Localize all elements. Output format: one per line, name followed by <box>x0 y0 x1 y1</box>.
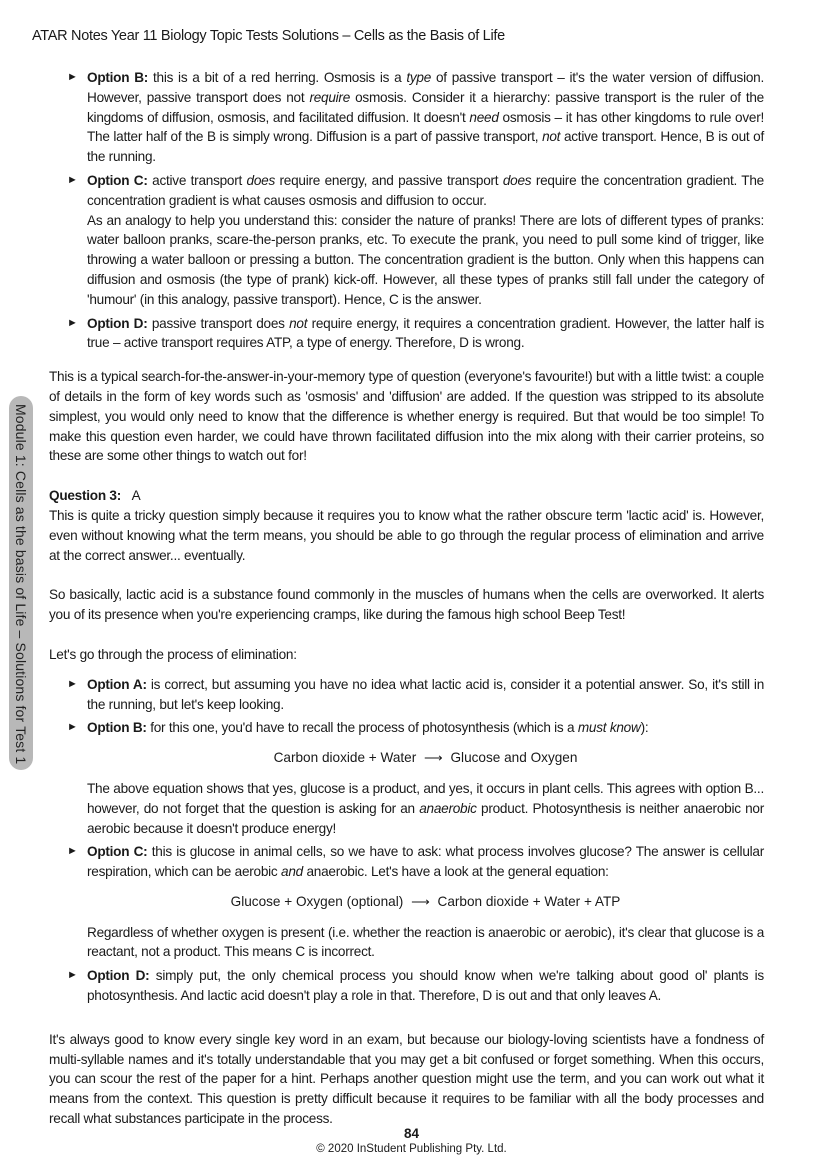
q3-option-a: ► Option A: is correct, but assuming you have no idea what lactic acid is, consider it a potential answer. So, it's still in the running, but let's keep looking. <box>67 676 764 712</box>
q2-option-b: ► Option B: this is a bit of a red herring. Osmosis is a type of passive transport – it's the water version of diffusion. However, passive transport does not require osmosis. Consider it a hierarchy: passive transport is the ruler of the kingdoms of diffusion, osmosis, and facilitated diffusion. It doesn't need osmosis – it has other kingdoms to rule over! The latter half of the B is simply wrong. Diffusion is a part of passive transport, not active transport. Hence, B is out of the running. <box>67 70 764 165</box>
respiration-explanation: Regardless of whether oxygen is present (i.e. whether the reaction is anaerobic or aerobic), it's clear that glucose is a reactant, not a product. This means C is incorrect. <box>87 924 764 960</box>
question-3-answer: A <box>131 488 141 504</box>
option-label: Option D: <box>87 315 148 331</box>
page-number: 84 <box>403 1126 420 1141</box>
photosynthesis-explanation: The above equation shows that yes, glucose is a product, and yes, it occurs in plant cells. This agrees with option B... however, do not forget that the question is asking for an anaerobic product. Photosynthesis is neither anaerobic nor aerobic because it doesn't produce energy! <box>87 780 765 836</box>
bullet-triangle-icon: ► <box>67 173 78 186</box>
prank-analogy: As an analogy to help you understand this: consider the nature of pranks! There are lots of different types of pranks: water balloon pranks, scare-the-person pranks, etc. To execute the prank, you need to pull some kind of trigger, like throwing a water balloon or pressing a button. The concentration gradient is the button. Only when this happens can diffusion and osmosis (the type of prank) kick-off. However, all these types of pranks still fall under the category of 'humour' (in this analogy, passive transport). Hence, C is the answer. <box>87 212 764 307</box>
module-side-tab <box>9 396 33 770</box>
q3-lead-in: Let's go through the process of elimination: <box>49 646 297 662</box>
running-header: ATAR Notes Year 11 Biology Topic Tests Solutions – Cells as the Basis of Life <box>32 28 505 44</box>
reaction-arrow-icon: ⟶ <box>411 893 430 909</box>
q2-summary-paragraph: This is a typical search-for-the-answer-in-your-memory type of question (everyone's favourite!) but with a little twist: a couple of details in the form of key words such as 'osmosis' and 'diffusion' are added. If the question was stripped to its absolute simplest, you would only need to know that the difference is whether energy is required. But that would be too simple! To make this question even harder, we could have thrown facilitated diffusion into the mix along with their carrier proteins, so these are some other things to watch out for! <box>49 369 764 464</box>
option-label: Option B: <box>87 70 149 85</box>
option-label: Option C: <box>87 172 148 188</box>
q2-option-d: ► Option D: passive transport does not require energy, it requires a concentration gradient. However, the latter half is true – active transport requires ATP, a type of energy. Therefore, D is wrong. <box>67 315 764 351</box>
q3-option-d: ► Option D: simply put, the only chemical process you should know when we're talking about good ol' plants is photosynthesis. And lactic acid doesn't play a role in that. Therefore, D is out and that only leaves A. <box>67 968 764 1004</box>
q3-option-c: ► Option C: this is glucose in animal cells, so we have to ask: what process involves glucose? The answer is cellular respiration, which can be aerobic and anaerobic. Let's have a look at the general equation: Glucose + Oxygen (optional) ⟶ Carbon dioxide + Water + ATP Regardless of whether oxygen is present (i.e. whether the reaction is anaerobic or aerobic), it's clear that glucose is a reactant, not a product. This means C is incorrect. <box>49 842 764 962</box>
q3-intro-paragraph: This is quite a tricky question simply because it requires you to know what the rather obscure term 'lactic acid' is. However, even without knowing what the term means, you should be able to go through the regular process of elimination and arrive at the correct answer... eventually. <box>49 507 764 563</box>
reaction-arrow-icon: ⟶ <box>424 750 443 766</box>
page-content <box>49 68 764 1129</box>
q3-lactic-paragraph: So basically, lactic acid is a substance found commonly in the muscles of humans when the cells are overworked. It alerts you of its presence when you're experiencing cramps, like during the famous high school Beep Test! <box>49 587 764 623</box>
bullet-triangle-icon: ► <box>67 71 78 83</box>
bullet-triangle-icon: ► <box>67 316 78 329</box>
bullet-triangle-icon: ► <box>67 969 78 982</box>
copyright-notice: © 2020 InStudent Publishing Pty. Ltd. <box>316 1143 507 1155</box>
q2-options-list <box>49 68 764 353</box>
photosynthesis-equation: Carbon dioxide + Water ⟶ Glucose and Oxygen <box>87 748 764 768</box>
module-side-tab-label: Module 1: Cells as the basis of Life – Solutions for Test 1 <box>13 404 29 765</box>
bullet-triangle-icon: ► <box>67 845 78 858</box>
bullet-triangle-icon: ► <box>67 677 78 690</box>
bullet-triangle-icon: ► <box>67 721 78 734</box>
q3-options-list <box>49 675 764 1006</box>
q3-closing-paragraph: It's always good to know every single key word in an exam, but because our biology-loving scientists have a fondness of multi-syllable names and it's totally understandable that you may get a bit confused or forget something. When this occurs, you can scour the rest of the paper for a hint. Perhaps another question might use the term, and you can work out what it means from the context. This question is pretty difficult because it requires to be familiar with all the body processes and recall what substances participate in the process. <box>49 1031 764 1127</box>
respiration-equation: Glucose + Oxygen (optional) ⟶ Carbon dioxide + Water + ATP <box>87 892 764 912</box>
q3-option-b: ► Option B: for this one, you'd have to recall the process of photosynthesis (which is a must know): Carbon dioxide + Water ⟶ Glucose and Oxygen The above equation shows that yes, glucose is a product, and yes, it occurs in plant cells. This agrees with option B... however, do not forget that the question is asking for an anaerobic product. Photosynthesis is neither anaerobic nor aerobic because it doesn't produce energy! <box>49 718 764 838</box>
question-3-heading: Question 3: A <box>49 488 141 504</box>
q2-option-c: ► Option C: active transport does require energy, and passive transport does require the concentration gradient. The concentration gradient is what causes osmosis and diffusion to occur. As an analogy to help you understand this: consider the nature of pranks! There are lots of different types of pranks: water balloon pranks, scare-the-person pranks, etc. To execute the prank, you need to pull some kind of trigger, like throwing a water balloon or pressing a button. The concentration gradient is the button. Only when this happens can diffusion and osmosis (the type of prank) kick-off. However, all these types of pranks still fall under the category of 'humour' (in this analogy, passive transport). Hence, C is the answer. <box>49 171 764 310</box>
